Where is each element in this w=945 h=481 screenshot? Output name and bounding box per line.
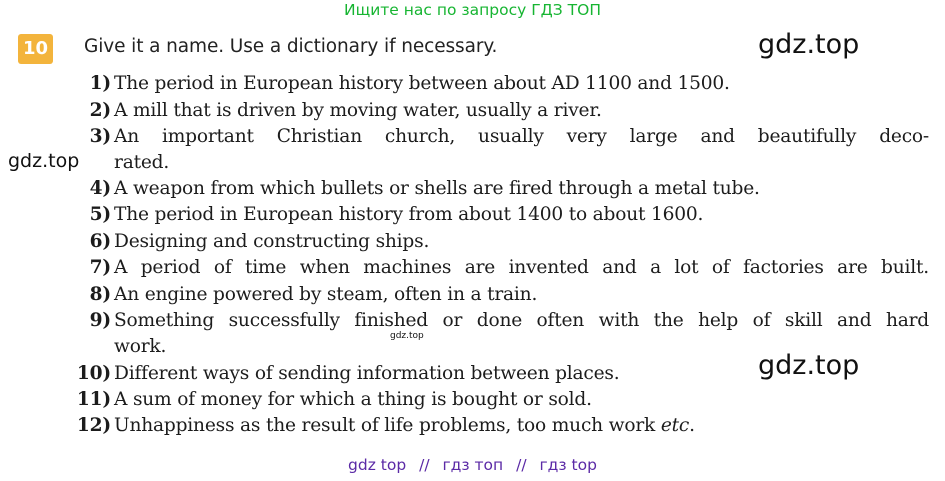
list-item	[74, 229, 930, 255]
item-number: 7)	[89, 257, 111, 278]
item-text: Something successfully finished or done often with the help of skill and hard	[114, 310, 929, 331]
watermark-tiny: gdz.top	[390, 331, 424, 341]
item-text: A weapon from which bullets or shells are fired through a metal tube.	[114, 178, 760, 199]
item-number: 2)	[89, 100, 111, 121]
watermark-left: gdz.top	[8, 150, 80, 172]
item-text: A sum of money for which a thing is bought or sold.	[114, 389, 592, 410]
list-item	[74, 98, 930, 124]
item-text: An engine powered by steam, often in a train.	[114, 284, 538, 305]
list-item	[74, 176, 930, 202]
footer-link-gdz-top-ru[interactable]: гдз топ	[442, 456, 504, 474]
item-text: An important Christian church, usually very large and beautifully deco-	[114, 126, 929, 147]
list-item	[74, 71, 930, 97]
exercise-instruction: Give it a name. Use a dictionary if necessary.	[84, 36, 498, 57]
item-number: 11)	[76, 389, 111, 410]
item-number: 12)	[76, 415, 111, 436]
item-text-italic: etc	[660, 415, 690, 436]
top-banner: Ищите нас по запросу ГДЗ ТОП	[344, 1, 601, 19]
list-item	[74, 255, 930, 281]
item-text: Designing and constructing ships.	[114, 231, 430, 252]
list-item	[74, 282, 930, 308]
list-item	[74, 124, 930, 150]
item-text	[114, 413, 695, 439]
item-text: Different ways of sending information between places.	[114, 363, 620, 384]
watermark-mid-right: gdz.top	[758, 350, 860, 381]
footer-separator: //	[419, 456, 430, 474]
item-text: A mill that is driven by moving water, usually a river.	[114, 100, 602, 121]
list-item	[74, 202, 930, 228]
list-item	[74, 308, 930, 334]
item-text-main: Unhappiness as the result of life problems, too much work	[114, 415, 661, 436]
item-number: 4)	[89, 178, 111, 199]
item-text-end: .	[689, 415, 695, 436]
exercise-number-badge: 10	[18, 34, 53, 64]
item-text-continuation: rated.	[114, 152, 170, 173]
footer-link-gdz-top-mixed[interactable]: гдз top	[539, 456, 597, 474]
watermark-top-right: gdz.top	[758, 29, 860, 60]
item-number: 8)	[89, 284, 111, 305]
item-number: 3)	[89, 126, 111, 147]
list-item	[74, 361, 930, 387]
footer-separator: //	[516, 456, 527, 474]
item-text-continuation: work.	[114, 336, 167, 357]
item-number: 10)	[76, 363, 111, 384]
item-number: 9)	[89, 310, 111, 331]
item-number: 1)	[89, 73, 111, 94]
footer-links	[0, 456, 945, 474]
list-item	[74, 387, 930, 413]
item-text: A period of time when machines are invented and a lot of factories are built.	[114, 257, 929, 278]
item-text: The period in European history from about 1400 to about 1600.	[114, 204, 704, 225]
footer-link-gdz-top[interactable]: gdz top	[348, 456, 407, 474]
item-number: 5)	[89, 204, 111, 225]
item-text: The period in European history between about AD 1100 and 1500.	[114, 73, 730, 94]
list-item	[74, 413, 930, 439]
item-number: 6)	[89, 231, 111, 252]
